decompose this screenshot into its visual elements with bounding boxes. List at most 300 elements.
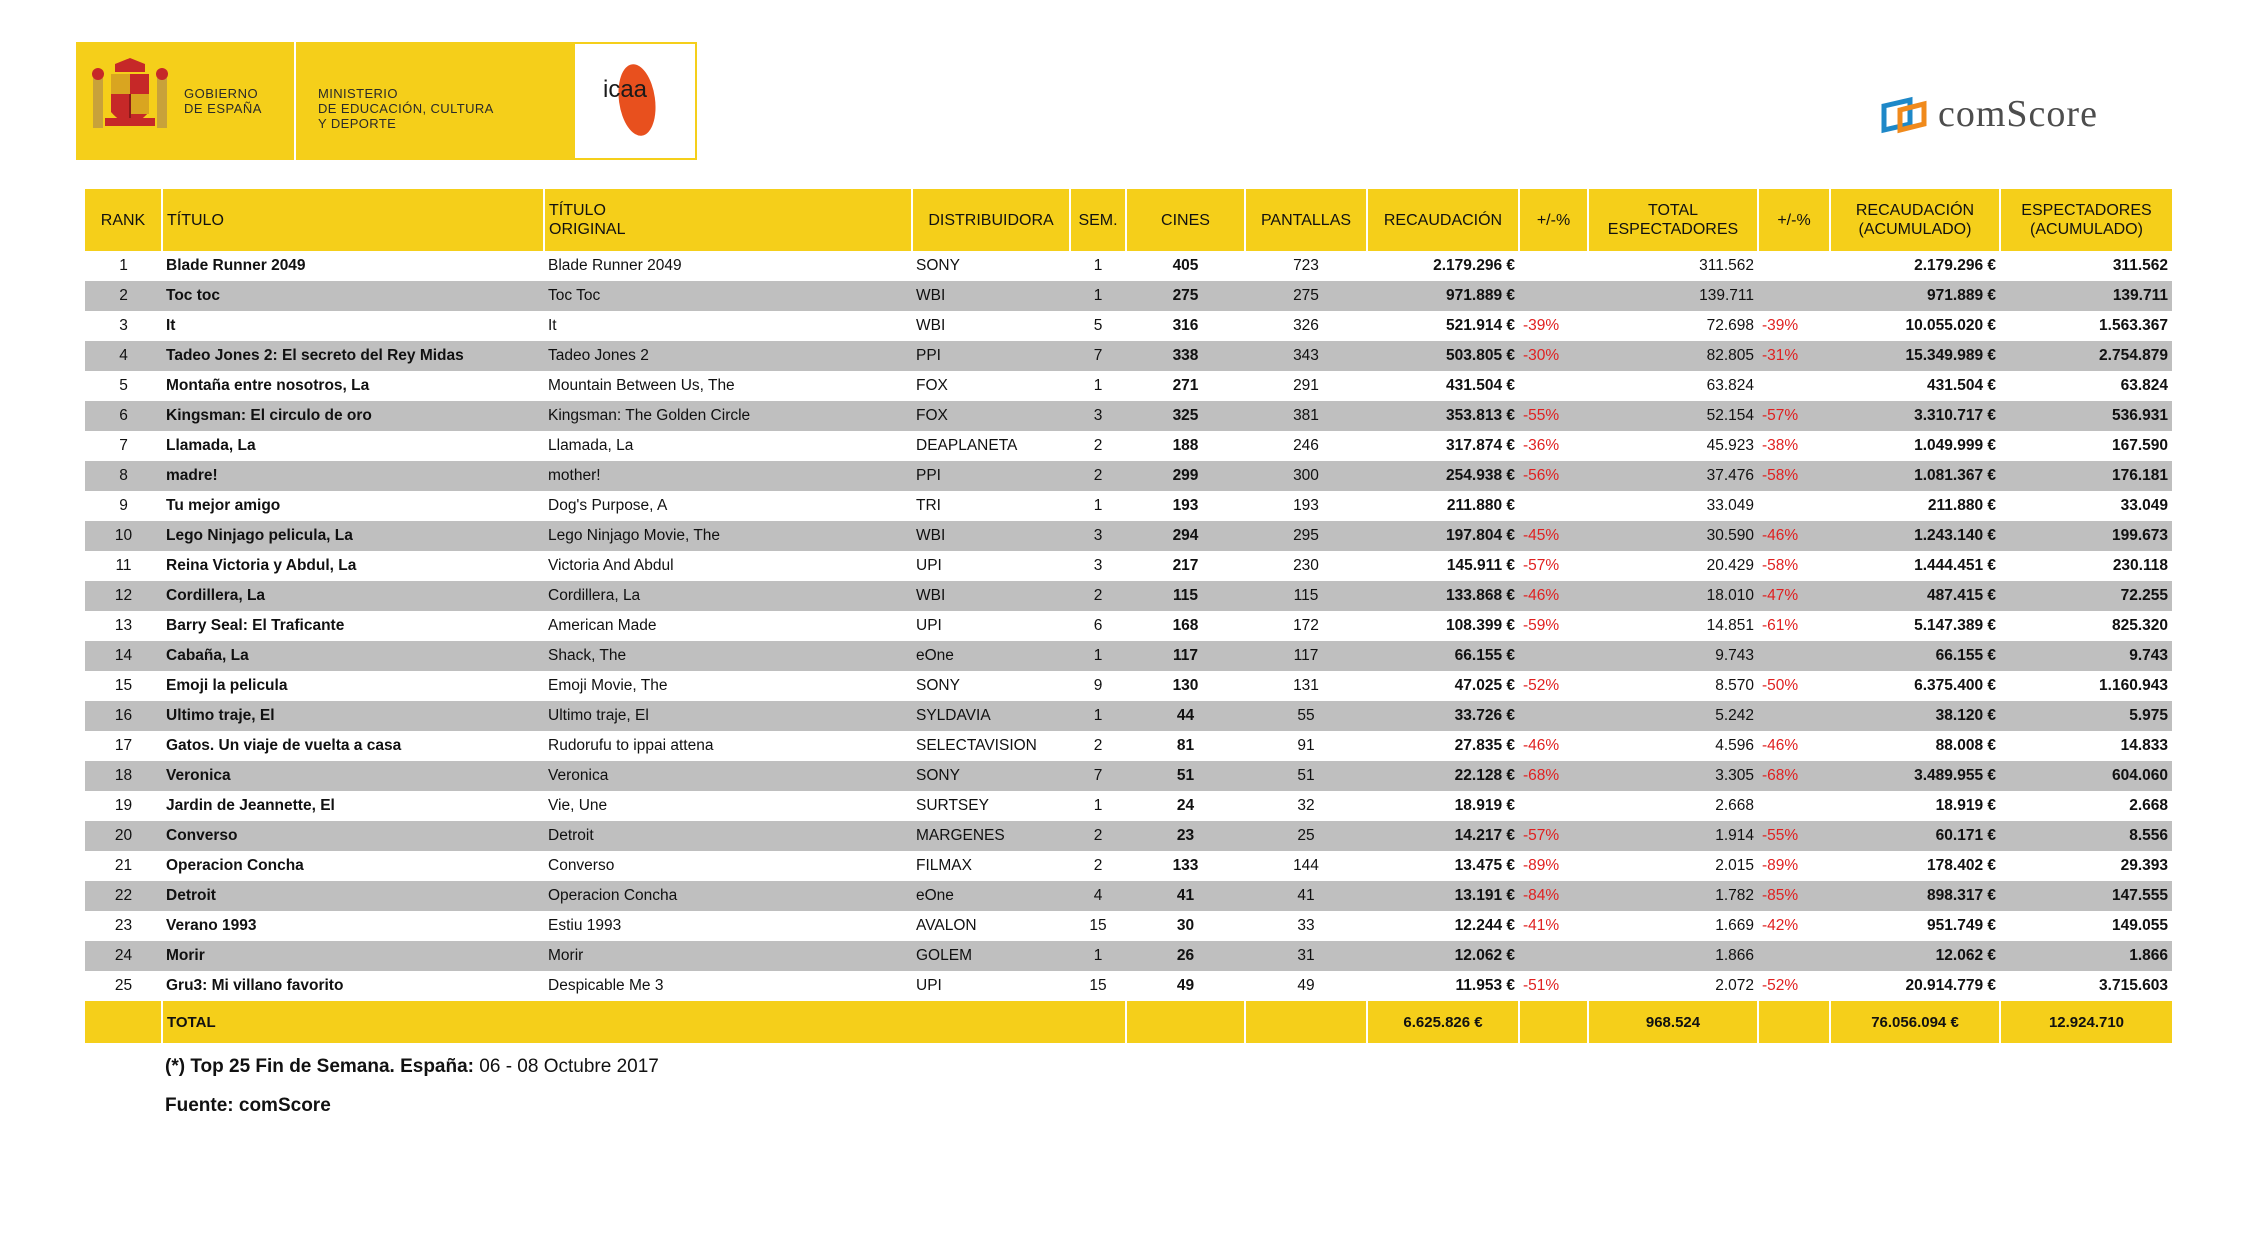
distributor-cell: SONY [912, 761, 1070, 791]
title-cell: It [162, 311, 544, 341]
week-cell: 2 [1070, 431, 1126, 461]
cumulative-gross-cell: 66.155 € [1830, 641, 2000, 671]
rank-cell: 16 [85, 701, 162, 731]
cinemas-cell: 316 [1126, 311, 1245, 341]
original-title-cell: Toc Toc [544, 281, 912, 311]
title-cell: Tu mejor amigo [162, 491, 544, 521]
table-row [85, 791, 2172, 821]
admissions-cell: 33.049 [1588, 491, 1758, 521]
gross-cell: 431.504 € [1367, 371, 1519, 401]
distributor-cell: SELECTAVISION [912, 731, 1070, 761]
total-cumulative-admissions: 12.924.710 [2000, 1001, 2172, 1043]
distributor-cell: UPI [912, 971, 1070, 1001]
gross-change-cell [1519, 371, 1588, 401]
table-row [85, 491, 2172, 521]
original-title-cell: It [544, 311, 912, 341]
cinemas-cell: 41 [1126, 881, 1245, 911]
gross-change-cell: -55% [1519, 401, 1588, 431]
screens-cell: 144 [1245, 851, 1367, 881]
column-header: TÍTULO [162, 189, 544, 251]
screens-cell: 115 [1245, 581, 1367, 611]
gross-change-cell: -39% [1519, 311, 1588, 341]
original-title-cell: Blade Runner 2049 [544, 251, 912, 281]
comscore-logo [1880, 92, 2098, 136]
cumulative-admissions-cell: 1.563.367 [2000, 311, 2172, 341]
original-title-cell: Dog's Purpose, A [544, 491, 912, 521]
table-header-row [85, 189, 2172, 251]
admissions-change-cell [1758, 641, 1830, 671]
gross-cell: 521.914 € [1367, 311, 1519, 341]
table-row [85, 461, 2172, 491]
gobierno-text [184, 42, 294, 160]
gross-change-cell: -41% [1519, 911, 1588, 941]
title-cell: Verano 1993 [162, 911, 544, 941]
cinemas-cell: 117 [1126, 641, 1245, 671]
column-header: CINES [1126, 189, 1245, 251]
gross-change-cell: -57% [1519, 821, 1588, 851]
cinemas-cell: 30 [1126, 911, 1245, 941]
cinemas-cell: 168 [1126, 611, 1245, 641]
ministerio-line-2: DE EDUCACIÓN, CULTURA [318, 101, 494, 116]
cumulative-gross-cell: 12.062 € [1830, 941, 2000, 971]
screens-cell: 131 [1245, 671, 1367, 701]
cumulative-gross-cell: 1.243.140 € [1830, 521, 2000, 551]
screens-cell: 32 [1245, 791, 1367, 821]
table-row [85, 521, 2172, 551]
admissions-change-cell: -50% [1758, 671, 1830, 701]
week-cell: 2 [1070, 821, 1126, 851]
rank-cell: 25 [85, 971, 162, 1001]
admissions-change-cell [1758, 791, 1830, 821]
cumulative-gross-cell: 1.049.999 € [1830, 431, 2000, 461]
gross-cell: 14.217 € [1367, 821, 1519, 851]
cumulative-admissions-cell: 5.975 [2000, 701, 2172, 731]
title-cell: madre! [162, 461, 544, 491]
gross-cell: 18.919 € [1367, 791, 1519, 821]
week-cell: 15 [1070, 971, 1126, 1001]
table-row [85, 401, 2172, 431]
admissions-cell: 1.669 [1588, 911, 1758, 941]
table-row [85, 761, 2172, 791]
admissions-cell: 2.072 [1588, 971, 1758, 1001]
screens-cell: 51 [1245, 761, 1367, 791]
distributor-cell: eOne [912, 881, 1070, 911]
table-row [85, 821, 2172, 851]
column-header: RECAUDACIÓN (ACUMULADO) [1830, 189, 2000, 251]
admissions-change-cell: -57% [1758, 401, 1830, 431]
table-row [85, 611, 2172, 641]
week-cell: 4 [1070, 881, 1126, 911]
gobierno-line-1: GOBIERNO [184, 86, 259, 101]
cumulative-admissions-cell: 33.049 [2000, 491, 2172, 521]
gross-change-cell: -51% [1519, 971, 1588, 1001]
title-cell: Converso [162, 821, 544, 851]
distributor-cell: UPI [912, 551, 1070, 581]
title-cell: Montaña entre nosotros, La [162, 371, 544, 401]
title-cell: Veronica [162, 761, 544, 791]
week-cell: 15 [1070, 911, 1126, 941]
distributor-cell: SURTSEY [912, 791, 1070, 821]
cinemas-cell: 405 [1126, 251, 1245, 281]
week-cell: 1 [1070, 941, 1126, 971]
cinemas-cell: 23 [1126, 821, 1245, 851]
admissions-cell: 37.476 [1588, 461, 1758, 491]
distributor-cell: SONY [912, 251, 1070, 281]
week-cell: 2 [1070, 851, 1126, 881]
week-cell: 1 [1070, 251, 1126, 281]
screens-cell: 33 [1245, 911, 1367, 941]
comscore-icon [1880, 94, 1930, 134]
admissions-cell: 52.154 [1588, 401, 1758, 431]
cumulative-gross-cell: 178.402 € [1830, 851, 2000, 881]
title-cell: Lego Ninjago pelicula, La [162, 521, 544, 551]
original-title-cell: Tadeo Jones 2 [544, 341, 912, 371]
cinemas-cell: 294 [1126, 521, 1245, 551]
distributor-cell: SYLDAVIA [912, 701, 1070, 731]
cinemas-cell: 193 [1126, 491, 1245, 521]
title-cell: Jardin de Jeannette, El [162, 791, 544, 821]
title-cell: Tadeo Jones 2: El secreto del Rey Midas [162, 341, 544, 371]
title-cell: Blade Runner 2049 [162, 251, 544, 281]
screens-cell: 246 [1245, 431, 1367, 461]
cumulative-admissions-cell: 825.320 [2000, 611, 2172, 641]
screens-cell: 49 [1245, 971, 1367, 1001]
original-title-cell: Mountain Between Us, The [544, 371, 912, 401]
rank-cell: 13 [85, 611, 162, 641]
cumulative-gross-cell: 20.914.779 € [1830, 971, 2000, 1001]
gross-cell: 133.868 € [1367, 581, 1519, 611]
original-title-cell: Estiu 1993 [544, 911, 912, 941]
top25-note [165, 1056, 659, 1078]
admissions-change-cell: -52% [1758, 971, 1830, 1001]
title-cell: Emoji la pelicula [162, 671, 544, 701]
cumulative-admissions-cell: 311.562 [2000, 251, 2172, 281]
distributor-cell: PPI [912, 461, 1070, 491]
distributor-cell: WBI [912, 311, 1070, 341]
screens-cell: 381 [1245, 401, 1367, 431]
table-row [85, 701, 2172, 731]
column-header: TÍTULO ORIGINAL [544, 189, 912, 251]
gross-change-cell: -59% [1519, 611, 1588, 641]
original-title-cell: Cordillera, La [544, 581, 912, 611]
original-title-cell: Emoji Movie, The [544, 671, 912, 701]
gross-change-cell: -89% [1519, 851, 1588, 881]
screens-cell: 193 [1245, 491, 1367, 521]
cumulative-gross-cell: 15.349.989 € [1830, 341, 2000, 371]
admissions-change-cell: -55% [1758, 821, 1830, 851]
cumulative-admissions-cell: 230.118 [2000, 551, 2172, 581]
table-row [85, 281, 2172, 311]
title-cell: Morir [162, 941, 544, 971]
admissions-change-cell: -42% [1758, 911, 1830, 941]
table-row [85, 851, 2172, 881]
rank-cell: 11 [85, 551, 162, 581]
distributor-cell: WBI [912, 521, 1070, 551]
original-title-cell: Veronica [544, 761, 912, 791]
cumulative-admissions-cell: 147.555 [2000, 881, 2172, 911]
cumulative-admissions-cell: 63.824 [2000, 371, 2172, 401]
comscore-wordmark: comScore [1938, 93, 2098, 135]
cumulative-admissions-cell: 536.931 [2000, 401, 2172, 431]
cumulative-admissions-cell: 176.181 [2000, 461, 2172, 491]
cumulative-admissions-cell: 29.393 [2000, 851, 2172, 881]
box-office-table [85, 189, 2172, 1043]
ministerio-line-3: Y DEPORTE [318, 116, 397, 131]
week-cell: 6 [1070, 611, 1126, 641]
cumulative-gross-cell: 1.081.367 € [1830, 461, 2000, 491]
original-title-cell: Despicable Me 3 [544, 971, 912, 1001]
table-row [85, 671, 2172, 701]
week-cell: 1 [1070, 491, 1126, 521]
cumulative-admissions-cell: 1.160.943 [2000, 671, 2172, 701]
cinemas-cell: 275 [1126, 281, 1245, 311]
gross-change-cell: -30% [1519, 341, 1588, 371]
admissions-cell: 45.923 [1588, 431, 1758, 461]
admissions-change-cell [1758, 491, 1830, 521]
rank-cell: 15 [85, 671, 162, 701]
gross-change-cell [1519, 281, 1588, 311]
screens-cell: 343 [1245, 341, 1367, 371]
cinemas-cell: 26 [1126, 941, 1245, 971]
rank-cell: 5 [85, 371, 162, 401]
admissions-cell: 2.015 [1588, 851, 1758, 881]
cinemas-cell: 115 [1126, 581, 1245, 611]
original-title-cell: Shack, The [544, 641, 912, 671]
admissions-cell: 2.668 [1588, 791, 1758, 821]
original-title-cell: Victoria And Abdul [544, 551, 912, 581]
cumulative-gross-cell: 487.415 € [1830, 581, 2000, 611]
cumulative-admissions-cell: 199.673 [2000, 521, 2172, 551]
rank-cell: 10 [85, 521, 162, 551]
table-row [85, 971, 2172, 1001]
gross-change-cell: -84% [1519, 881, 1588, 911]
cumulative-gross-cell: 10.055.020 € [1830, 311, 2000, 341]
gross-change-cell [1519, 941, 1588, 971]
column-header: RECAUDACIÓN [1367, 189, 1519, 251]
rank-cell: 9 [85, 491, 162, 521]
total-gross: 6.625.826 € [1367, 1001, 1519, 1043]
gross-cell: 211.880 € [1367, 491, 1519, 521]
cumulative-admissions-cell: 167.590 [2000, 431, 2172, 461]
admissions-cell: 1.914 [1588, 821, 1758, 851]
screens-cell: 230 [1245, 551, 1367, 581]
title-cell: Reina Victoria y Abdul, La [162, 551, 544, 581]
gross-change-cell: -56% [1519, 461, 1588, 491]
admissions-cell: 3.305 [1588, 761, 1758, 791]
cinemas-cell: 81 [1126, 731, 1245, 761]
cinemas-cell: 271 [1126, 371, 1245, 401]
admissions-cell: 20.429 [1588, 551, 1758, 581]
column-header: +/-% [1758, 189, 1830, 251]
week-cell: 3 [1070, 401, 1126, 431]
distributor-cell: DEAPLANETA [912, 431, 1070, 461]
admissions-change-cell [1758, 281, 1830, 311]
title-cell: Operacion Concha [162, 851, 544, 881]
admissions-change-cell: -68% [1758, 761, 1830, 791]
gross-change-cell: -52% [1519, 671, 1588, 701]
gross-change-cell: -46% [1519, 581, 1588, 611]
gross-cell: 12.062 € [1367, 941, 1519, 971]
top25-note-label: (*) Top 25 Fin de Semana. España: [165, 1056, 474, 1077]
distributor-cell: FOX [912, 401, 1070, 431]
admissions-change-cell: -31% [1758, 341, 1830, 371]
cinemas-cell: 299 [1126, 461, 1245, 491]
gross-cell: 13.191 € [1367, 881, 1519, 911]
admissions-change-cell: -58% [1758, 461, 1830, 491]
week-cell: 1 [1070, 281, 1126, 311]
rank-cell: 8 [85, 461, 162, 491]
original-title-cell: Ultimo traje, El [544, 701, 912, 731]
table-row [85, 641, 2172, 671]
cumulative-gross-cell: 971.889 € [1830, 281, 2000, 311]
cumulative-gross-cell: 88.008 € [1830, 731, 2000, 761]
admissions-change-cell: -85% [1758, 881, 1830, 911]
total-empty-cell [1245, 1001, 1367, 1043]
top25-note-dates: 06 - 08 Octubre 2017 [474, 1056, 659, 1077]
gross-cell: 33.726 € [1367, 701, 1519, 731]
gross-change-cell [1519, 491, 1588, 521]
rank-cell: 14 [85, 641, 162, 671]
cumulative-gross-cell: 6.375.400 € [1830, 671, 2000, 701]
column-header: PANTALLAS [1245, 189, 1367, 251]
screens-cell: 55 [1245, 701, 1367, 731]
title-cell: Llamada, La [162, 431, 544, 461]
table-row [85, 881, 2172, 911]
table-row [85, 251, 2172, 281]
table-row [85, 911, 2172, 941]
column-header: +/-% [1519, 189, 1588, 251]
table-row [85, 941, 2172, 971]
week-cell: 5 [1070, 311, 1126, 341]
admissions-cell: 18.010 [1588, 581, 1758, 611]
column-header: SEM. [1070, 189, 1126, 251]
screens-cell: 291 [1245, 371, 1367, 401]
source-note: Fuente: comScore [165, 1095, 331, 1116]
gross-cell: 47.025 € [1367, 671, 1519, 701]
week-cell: 3 [1070, 551, 1126, 581]
rank-cell: 2 [85, 281, 162, 311]
admissions-change-cell: -46% [1758, 521, 1830, 551]
week-cell: 7 [1070, 761, 1126, 791]
cumulative-gross-cell: 898.317 € [1830, 881, 2000, 911]
total-empty-cell [1519, 1001, 1588, 1043]
screens-cell: 25 [1245, 821, 1367, 851]
screens-cell: 41 [1245, 881, 1367, 911]
admissions-cell: 139.711 [1588, 281, 1758, 311]
total-empty-cell [1126, 1001, 1245, 1043]
column-header: ESPECTADORES (ACUMULADO) [2000, 189, 2172, 251]
admissions-change-cell [1758, 701, 1830, 731]
original-title-cell: mother! [544, 461, 912, 491]
distributor-cell: FILMAX [912, 851, 1070, 881]
total-empty-cell [85, 1001, 162, 1043]
table-row [85, 341, 2172, 371]
icaa-wordmark: icaa [603, 76, 648, 103]
admissions-change-cell [1758, 251, 1830, 281]
total-row [85, 1001, 2172, 1043]
admissions-change-cell: -46% [1758, 731, 1830, 761]
total-cumulative-gross: 76.056.094 € [1830, 1001, 2000, 1043]
admissions-cell: 9.743 [1588, 641, 1758, 671]
cumulative-admissions-cell: 604.060 [2000, 761, 2172, 791]
week-cell: 1 [1070, 791, 1126, 821]
title-cell: Gatos. Un viaje de vuelta a casa [162, 731, 544, 761]
cinemas-cell: 24 [1126, 791, 1245, 821]
original-title-cell: American Made [544, 611, 912, 641]
cumulative-admissions-cell: 72.255 [2000, 581, 2172, 611]
admissions-change-cell: -89% [1758, 851, 1830, 881]
week-cell: 1 [1070, 701, 1126, 731]
admissions-change-cell: -47% [1758, 581, 1830, 611]
cinemas-cell: 130 [1126, 671, 1245, 701]
cinemas-cell: 188 [1126, 431, 1245, 461]
cumulative-admissions-cell: 8.556 [2000, 821, 2172, 851]
title-cell: Cordillera, La [162, 581, 544, 611]
cinemas-cell: 49 [1126, 971, 1245, 1001]
gross-cell: 22.128 € [1367, 761, 1519, 791]
gross-change-cell [1519, 641, 1588, 671]
screens-cell: 117 [1245, 641, 1367, 671]
cumulative-admissions-cell: 2.754.879 [2000, 341, 2172, 371]
rank-cell: 4 [85, 341, 162, 371]
gross-cell: 12.244 € [1367, 911, 1519, 941]
rank-cell: 1 [85, 251, 162, 281]
gross-cell: 13.475 € [1367, 851, 1519, 881]
gross-cell: 2.179.296 € [1367, 251, 1519, 281]
screens-cell: 172 [1245, 611, 1367, 641]
gross-change-cell [1519, 701, 1588, 731]
rank-cell: 7 [85, 431, 162, 461]
screens-cell: 295 [1245, 521, 1367, 551]
total-admissions: 968.524 [1588, 1001, 1758, 1043]
rank-cell: 19 [85, 791, 162, 821]
cumulative-admissions-cell: 1.866 [2000, 941, 2172, 971]
gross-cell: 197.804 € [1367, 521, 1519, 551]
rank-cell: 23 [85, 911, 162, 941]
cumulative-admissions-cell: 14.833 [2000, 731, 2172, 761]
admissions-change-cell: -39% [1758, 311, 1830, 341]
gross-change-cell: -57% [1519, 551, 1588, 581]
gross-cell: 353.813 € [1367, 401, 1519, 431]
gross-cell: 503.805 € [1367, 341, 1519, 371]
admissions-change-cell [1758, 941, 1830, 971]
distributor-cell: FOX [912, 371, 1070, 401]
column-header: TOTAL ESPECTADORES [1588, 189, 1758, 251]
admissions-cell: 5.242 [1588, 701, 1758, 731]
ministerio-text [296, 42, 553, 160]
screens-cell: 326 [1245, 311, 1367, 341]
distributor-cell: TRI [912, 491, 1070, 521]
original-title-cell: Lego Ninjago Movie, The [544, 521, 912, 551]
screens-cell: 275 [1245, 281, 1367, 311]
title-cell: Ultimo traje, El [162, 701, 544, 731]
rank-cell: 6 [85, 401, 162, 431]
gross-change-cell: -36% [1519, 431, 1588, 461]
admissions-cell: 311.562 [1588, 251, 1758, 281]
week-cell: 3 [1070, 521, 1126, 551]
cumulative-admissions-cell: 139.711 [2000, 281, 2172, 311]
gross-cell: 971.889 € [1367, 281, 1519, 311]
distributor-cell: MARGENES [912, 821, 1070, 851]
cumulative-gross-cell: 5.147.389 € [1830, 611, 2000, 641]
week-cell: 7 [1070, 341, 1126, 371]
distributor-cell: PPI [912, 341, 1070, 371]
screens-cell: 723 [1245, 251, 1367, 281]
rank-cell: 3 [85, 311, 162, 341]
column-header: RANK [85, 189, 162, 251]
title-cell: Detroit [162, 881, 544, 911]
distributor-cell: SONY [912, 671, 1070, 701]
